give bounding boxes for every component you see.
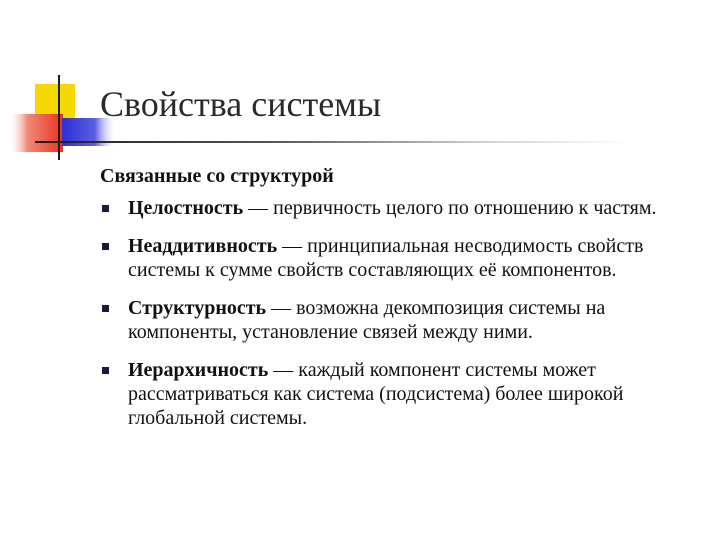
- section-subheading: Связанные со структурой: [100, 165, 334, 187]
- square-bullet-icon: [102, 367, 109, 374]
- item-term: Иерархичность: [128, 359, 269, 381]
- item-text: — принципиальная несводимость свойств системы к сумме свойств составляющих её компонентов.: [128, 235, 644, 281]
- list-item: [100, 296, 700, 344]
- properties-list: [100, 196, 700, 444]
- title-divider: [35, 141, 630, 143]
- list-item: [100, 358, 700, 430]
- slide-title: Свойства системы: [100, 84, 382, 124]
- item-text: — возможна декомпозиция системы на компоненты, установление связей между ними.: [128, 297, 606, 343]
- list-item: [100, 234, 700, 282]
- item-term: Структурность: [128, 297, 267, 319]
- item-text: — каждый компонент системы может рассматриваться как система (подсистема) более широкой глобальной системы.: [128, 359, 624, 429]
- item-term: Неаддитивность: [128, 235, 278, 257]
- square-bullet-icon: [102, 305, 109, 312]
- square-bullet-icon: [102, 205, 109, 212]
- item-text: — первичность целого по отношению к частям.: [243, 197, 657, 219]
- item-term: Целостность: [128, 197, 244, 219]
- square-bullet-icon: [102, 243, 109, 250]
- list-item: [100, 196, 700, 220]
